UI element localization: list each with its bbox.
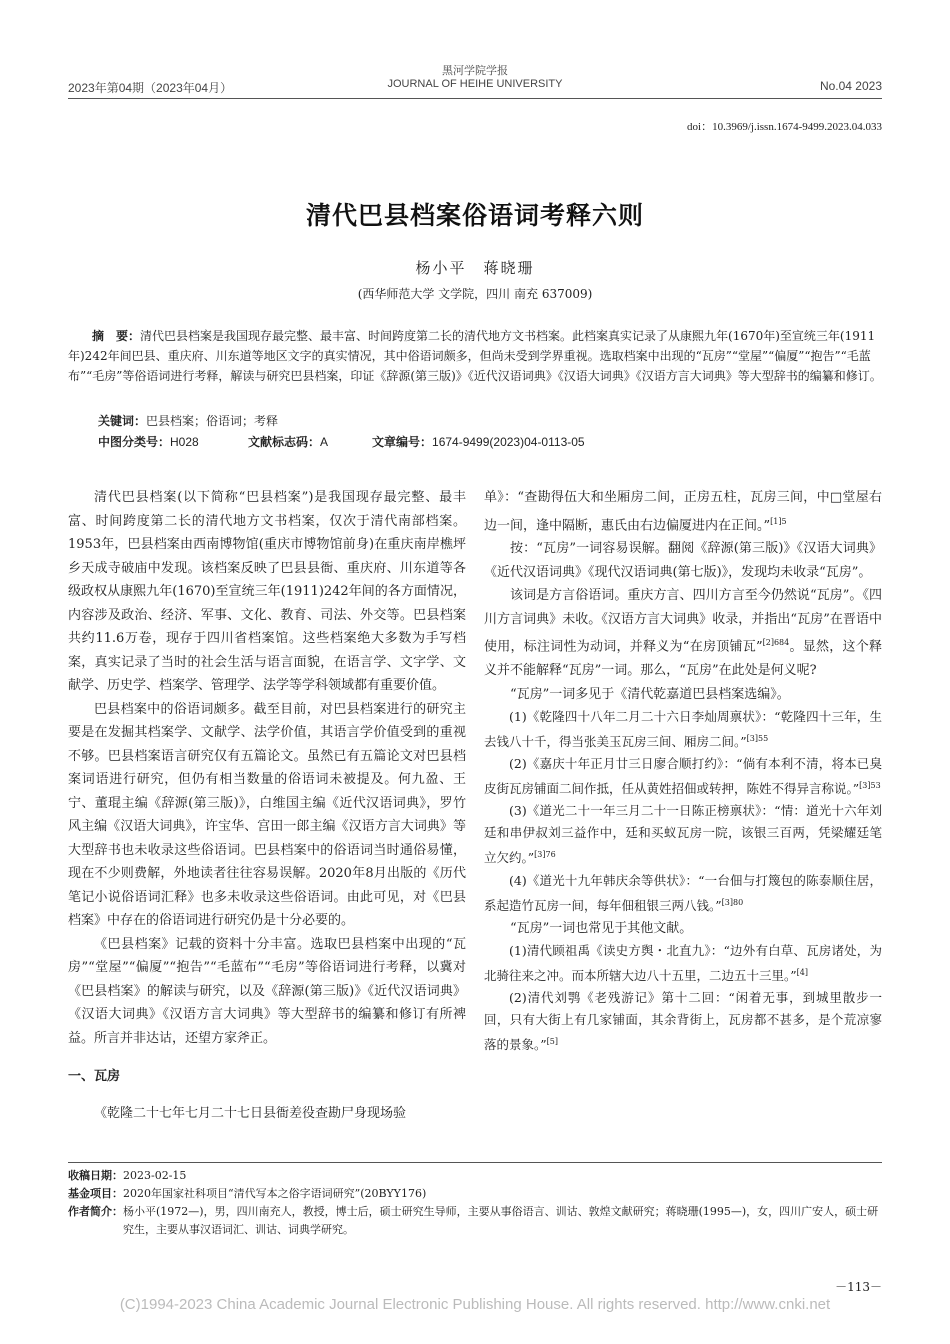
quote-text: (4)《道光十九年韩庆余等供状》：“一台佃与打篾包的陈泰顺住居，系起造竹瓦房一间，每年佃租银三两八钱。” (484, 872, 882, 913)
journal-name-en: JOURNAL OF HEIHE UNIVERSITY (387, 78, 563, 90)
doi: doi：10.3969/j.issn.1674-9499.2023.04.033 (687, 121, 882, 133)
example-quote (484, 940, 882, 987)
article-title: 清代巴县档案俗语词考释六则 (305, 201, 644, 230)
abstract (68, 326, 882, 386)
classification-article (372, 433, 585, 450)
example-quote (484, 706, 882, 753)
section-heading: 一、瓦房 (68, 1068, 121, 1083)
doc-value: A (320, 435, 329, 449)
keywords-text: 巴县档案；俗语词；考释 (146, 414, 279, 428)
citation: [3]80 (721, 897, 744, 907)
author-bio (68, 1203, 882, 1238)
paragraph: 按：“瓦房”一词容易误解。翻阅《辞源(第三版)》《汉语大词典》《近代汉语词典》《现代汉语词典(第七版)》，发现均未收录“瓦房”。 (484, 541, 882, 580)
copyright-notice: (C)1994-2023 China Academic Journal Electronic Publishing House. All rights reserved. http://www.cnki.net (119, 1296, 831, 1313)
abstract-label: 摘 要： (92, 329, 141, 343)
authors: 杨小平 蒋晓珊 (415, 259, 535, 277)
citation: [3]55 (746, 734, 769, 744)
footnote (68, 1167, 882, 1238)
affiliation: (西华师范大学 文学院，四川 南充 637009) (357, 287, 593, 301)
issue-number: No.04 2023 (819, 79, 882, 93)
paragraph: 清代巴县档案(以下简称“巴县档案”)是我国现存最完整、最丰富、时间跨度第二长的清代地方文书档案，仅次于清代南部档案。1953年，巴县档案由西南博物馆(重庆市博物馆前身)在重庆南岸樵坪乡天成寺破庙中发现。该档案反映了巴县县衙、重庆府、川东道等各级政权从康熙九年(1670)至宣统三年(1911)242年间的各方面情况，内容涉及政治、经济、军事、文化、教育、司法、外交等。巴县档案共约11.6万卷，现存于四川省档案馆。这些档案绝大多数为手写档案，真实记录了当时的社会生活与语言面貌，在语言学、文字学、文献学、历史学、档案学、管理学、法学等学科领域都有重要价值。 (68, 490, 466, 693)
article-label: 文章编号： (372, 435, 433, 449)
author-value: 杨小平(1972—)，男，四川南充人，教授，博士后，硕士研究生导师，主要从事俗语言、训诂、敦煌文献研究；蒋晓珊(1995—)，女，四川广安人，硕士研究生，主要从事汉语词汇、训诂、词典学研究。 (123, 1205, 879, 1236)
example-quote (484, 753, 882, 800)
footnote-rule (68, 1162, 882, 1163)
quote-text: (3)《道光二十一年三月二十一日陈正榜禀状》：“情：道光十六年刘廷和串伊叔刘三益作中，廷和买蚁瓦房一院，该银三百两，凭梁耀廷笔立欠约。” (484, 803, 882, 866)
paragraph: “瓦房”一词也常见于其他文献。 (510, 920, 693, 936)
classification-doc (248, 433, 328, 450)
paragraph: 《乾隆二十七年七月二十七日县衙差役查勘尸身现场验 (94, 1105, 407, 1121)
quote-text: (1)《乾隆四十八年二月二十六日李灿周禀状》：“乾隆四十三年，生去钱八十千，得当张美玉瓦房三间、厢房二间。” (484, 709, 882, 750)
paragraph: 巴县档案中的俗语词颇多。截至目前，对巴县档案进行的研究主要是在发掘其档案学、文献学、法学价值，其语言学价值受到的重视不够。巴县档案语言研究仅有五篇论文。虽然已有五篇论文对巴县档案词语进行研究，但仍有相当数量的俗语词未被提及。何九盈、王宁、董琨主编《辞源(第三版)》，白维国主编《近代汉语词典》，罗竹风主编《汉语大词典》，许宝华、宫田一郎主编《汉语方言大词典》等大型辞书也未收录这些俗语词。巴县档案中的俗语词当时通俗易懂，现在不少则费解，外地读者往往容易误解。2020年8月出版的《历代笔记小说俗语词汇释》也多未收录这些俗语词。由此可见，对《巴县档案》中存在的俗语词进行研究仍是十分必要的。 (68, 701, 466, 928)
header-rule (68, 98, 882, 99)
citation: [5] (546, 1037, 558, 1047)
paragraph-text: 。显然，这个释义并不能解释“瓦房”一词。那么，“瓦房”在此处是何义呢? (484, 639, 882, 679)
fund-info (68, 1185, 882, 1203)
clc-value: H028 (170, 435, 199, 449)
article-value: 1674-9499(2023)04-0113-05 (432, 435, 585, 449)
fund-value: 2020年国家社科项目“清代写本之俗字语词研究”(20BYY176) (123, 1187, 427, 1200)
journal-name-cn: 黑河学院学报 (442, 65, 508, 77)
paragraph: 《巴县档案》记载的资料十分丰富。选取巴县档案中出现的“瓦房”“堂屋”“偏厦”“抱告”“毛蓝布”“毛房”等俗语词进行考释，以冀对《巴县档案》的解读与研究，以及《辞源(第三版)》《近代汉语词典》《汉语大词典》《汉语方言大词典》等大型辞书的编纂和修订有所裨益。所言并非达诂，还望方家斧正。 (68, 936, 466, 1046)
author-label: 作者简介： (68, 1206, 123, 1218)
quote-text: (1)清代顾祖禹《读史方舆・北直九》：“边外有白草、瓦房诸处，为北骑往来之冲。而本所辖大边八十五里，二边五十三里。” (484, 943, 882, 984)
page-number: －113－ (835, 1280, 882, 1294)
quote-text: 单》：“查勘得伍大和坐厢房二间，正房五柱，瓦房三间，中□堂屋右边一间，逢中隔断，惠氏由右边偏厦进内在正间。” (484, 490, 882, 533)
left-column (68, 486, 466, 1125)
fund-label: 基金项目： (68, 1188, 123, 1200)
paragraph: “瓦房”一词多见于《清代乾嘉道巴县档案选编》。 (510, 686, 790, 702)
example-quote (484, 987, 882, 1056)
right-column (484, 486, 882, 1057)
citation: [4] (796, 968, 808, 978)
paragraph (484, 584, 882, 682)
issue-info: 2023年第04期（2023年04月） (68, 81, 233, 95)
citation: [2]684 (762, 638, 790, 648)
citation: [1]5 (770, 516, 787, 526)
classification-clc (98, 433, 199, 450)
paragraph (484, 486, 882, 537)
received-date (68, 1167, 882, 1185)
keywords-label: 关键词： (98, 414, 147, 428)
quote-text: (2)清代刘鹗《老残游记》第十二回：“闲着无事，到城里散步一回，只有大街上有几家铺面，其余背街上，瓦房都不甚多，是个荒凉寥落的景象。” (484, 990, 882, 1053)
received-label: 收稿日期： (68, 1170, 123, 1182)
citation: [3]76 (534, 850, 556, 860)
citation: [3]53 (859, 781, 881, 791)
paragraph-text: 该词是方言俗语词。重庆方言、四川方言至今仍然说“瓦房”。《四川方言词典》未收。《汉语方言大词典》收录，并指出“瓦房”在晋语中使用，标注词性为动词，并释义为“在房顶铺瓦” (484, 588, 882, 655)
received-value: 2023-02-15 (123, 1169, 187, 1182)
quote-text: (2)《嘉庆十年正月廿三日廖合顺打约》：“倘有本利不清，将本已臭皮街瓦房铺面二间作抵，任从黄姓招佃或转押，陈姓不得异言称说。” (484, 756, 882, 797)
doc-label: 文献标志码： (248, 435, 321, 449)
abstract-text: 清代巴县档案是我国现存最完整、最丰富、时间跨度第二长的清代地方文书档案。此档案真实记录了从康熙九年(1670年)至宣统三年(1911年)242年间巴县、重庆府、川东道等地区文字的真实情况，其中俗语词颇多，但尚未受到学界重视。选取档案中出现的“瓦房”“堂屋”“偏厦”“抱告”“毛蓝布”“毛房”等俗语词进行考释，解读与研究巴县档案，印证《辞源(第三版)》《近代汉语词典》《汉语大词典》《汉语方言大词典》等大型辞书的编纂和修订。 (68, 329, 882, 383)
keywords (98, 412, 278, 429)
clc-label: 中图分类号： (98, 435, 171, 449)
example-quote (484, 800, 882, 869)
example-quote (484, 870, 882, 917)
